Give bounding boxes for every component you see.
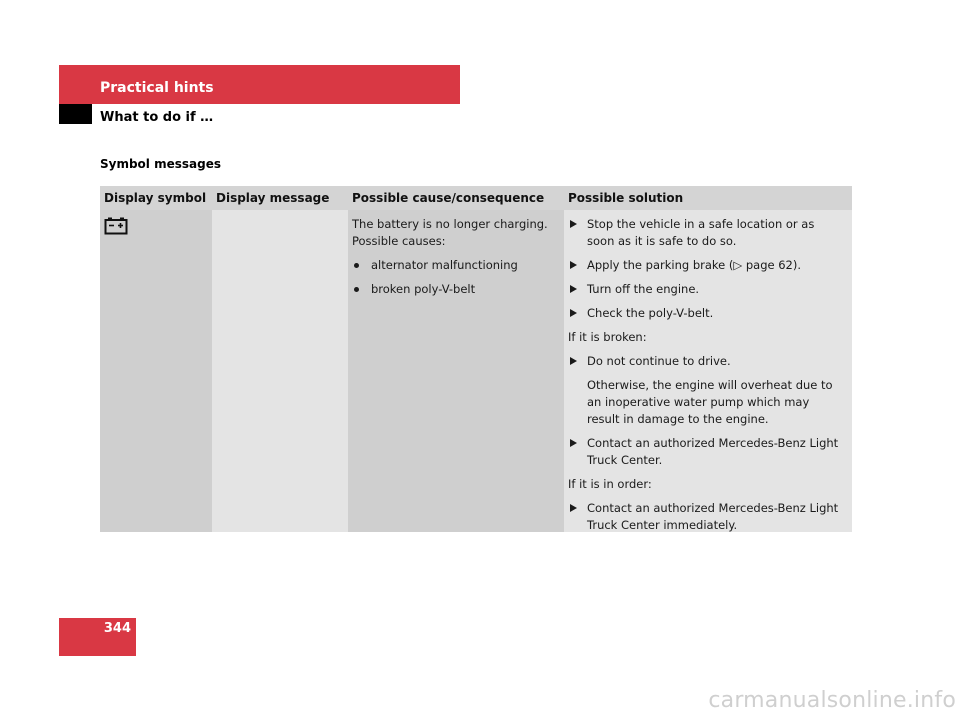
symbol-messages-table xyxy=(100,186,852,532)
display-symbol-cell xyxy=(100,210,212,532)
solution-step: Apply the parking brake (▷ page 62). xyxy=(568,257,844,274)
column-header-possible-solution: Possible solution xyxy=(568,191,684,205)
watermark: carmanualsonline.info xyxy=(708,688,956,713)
column-header-display-message: Display message xyxy=(216,191,330,205)
solution-step: Contact an authorized Mercedes-Benz Light Truck Center immediately. xyxy=(568,500,844,534)
display-message-cell xyxy=(212,210,348,532)
possible-solution-cell xyxy=(564,210,852,532)
column-header-possible-cause: Possible cause/consequence xyxy=(352,191,545,205)
subsection-header: What to do if … xyxy=(100,110,214,125)
column-header-display-symbol: Display symbol xyxy=(104,191,207,205)
solution-note: Otherwise, the engine will overheat due to an inoperative water pump which may result in damage to the engine. xyxy=(587,378,833,426)
solution-condition: If it is in order: xyxy=(568,477,652,491)
cause-intro: The battery is no longer charging. Possible causes: xyxy=(352,217,548,248)
solution-condition: If it is broken: xyxy=(568,330,647,344)
solution-step: Check the poly-V-belt. xyxy=(568,305,844,322)
table-header-row xyxy=(100,186,852,210)
solutions-list xyxy=(568,216,844,534)
solution-step: Turn off the engine. xyxy=(568,281,844,298)
solution-step: Stop the vehicle in a safe location or as soon as it is safe to do so. xyxy=(568,216,844,250)
solution-step: Contact an authorized Mercedes-Benz Light Truck Center. xyxy=(568,435,844,469)
cause-list-item: broken poly-V-belt xyxy=(352,281,556,298)
solution-step: Do not continue to drive. xyxy=(568,353,844,370)
possible-cause-cell xyxy=(348,210,564,532)
page-number-tab xyxy=(59,618,136,656)
causes-list xyxy=(352,257,556,298)
battery-icon xyxy=(104,217,128,235)
page-number: 344 xyxy=(103,621,131,636)
section-title: Symbol messages xyxy=(100,157,221,171)
cause-list-item: alternator malfunctioning xyxy=(352,257,556,274)
table-row xyxy=(100,210,852,532)
section-header: Practical hints xyxy=(100,80,214,96)
header-marker xyxy=(59,104,92,124)
